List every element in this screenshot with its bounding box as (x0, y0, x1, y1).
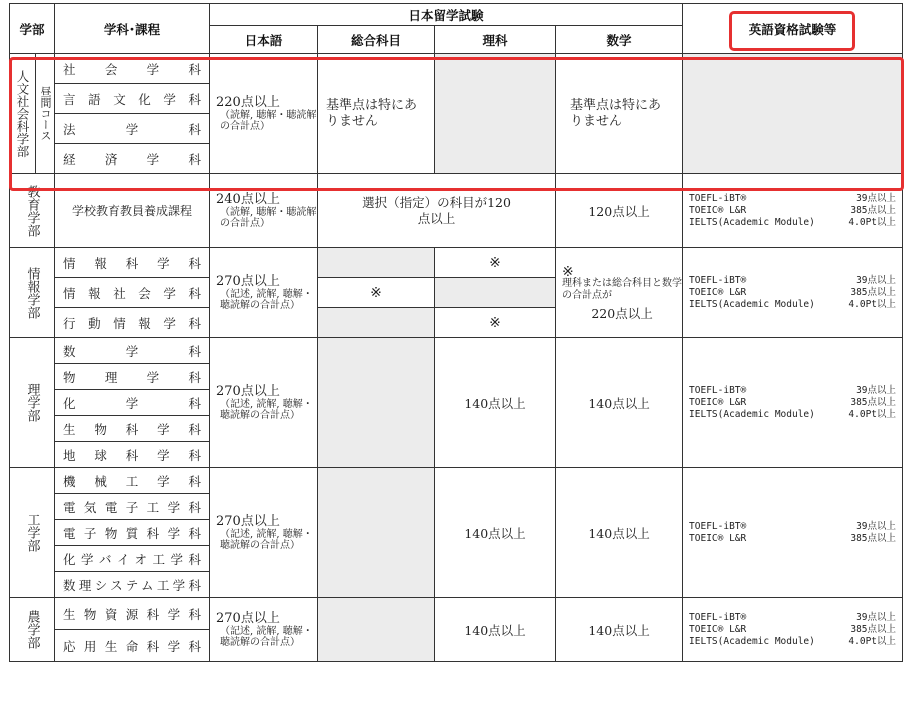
toefl-score: 39点以上 (856, 611, 897, 623)
header-english: 英語資格試験等 (683, 4, 903, 54)
ielts-score: 4.0Pt以上 (848, 408, 897, 420)
info-society-sogo-mark: ※ (318, 278, 435, 308)
engineering-english (683, 468, 903, 598)
behavior-info-rika-mark: ※ (435, 308, 556, 338)
education-jp-note: （読解, 聴解・聴読解の合計点） (220, 206, 317, 229)
toefl-score: 39点以上 (856, 274, 897, 286)
dept-electronic-materials: 電子物質科学科 (55, 520, 210, 546)
toefl-label: TOEFL-iBT® (689, 192, 747, 204)
toeic-score: 385点以上 (850, 623, 897, 635)
info-society-rika (435, 278, 556, 308)
toefl-label: TOEFL-iBT® (689, 274, 747, 286)
education-math: 120点以上 (556, 174, 683, 248)
toefl-score: 39点以上 (856, 192, 897, 204)
science-sogo (318, 338, 435, 468)
education-selected-subject: 選択（指定）の科目が120点以上 (318, 174, 556, 248)
toeic-label: TOEIC® L&R (689, 532, 747, 544)
toeic-label: TOEIC® L&R (689, 204, 747, 216)
dept-info-science: 情報科学科 (55, 248, 210, 278)
engineering-jp-note: （記述, 読解, 聴解・聴読解の合計点） (220, 528, 313, 551)
admission-criteria-table (9, 3, 903, 662)
agriculture-sogo (318, 598, 435, 662)
faculty-engineering: 工学部 (10, 468, 55, 598)
ielts-score: 4.0Pt以上 (848, 216, 897, 228)
agriculture-english (683, 598, 903, 662)
toefl-label: TOEFL-iBT® (689, 611, 747, 623)
science-jp-note: （記述, 読解, 聴解・聴読解の合計点） (220, 398, 313, 421)
toeic-score: 385点以上 (850, 396, 897, 408)
info-jp-score: 270点以上 (216, 273, 280, 289)
science-jp-score: 270点以上 (216, 383, 280, 399)
engineering-jp-criteria (210, 468, 318, 598)
info-english (683, 248, 903, 338)
toeic-score: 385点以上 (850, 286, 897, 298)
ielts-label: IELTS(Academic Module) (689, 298, 815, 310)
ielts-label: IELTS(Academic Module) (689, 408, 815, 420)
science-jp-criteria (210, 338, 318, 468)
dept-math-systems: 数理システム工学科 (55, 572, 210, 598)
dept-info-society: 情報社会学科 (55, 278, 210, 308)
info-science-sogo (318, 248, 435, 278)
humanities-rika (435, 54, 556, 174)
faculty-agriculture: 農学部 (10, 598, 55, 662)
dept-mechanical: 機械工学科 (55, 468, 210, 494)
toefl-label: TOEFL-iBT® (689, 384, 747, 396)
ielts-label: IELTS(Academic Module) (689, 216, 815, 228)
ielts-score: 4.0Pt以上 (848, 298, 897, 310)
dept-chemistry: 化 学 科 (55, 390, 210, 416)
info-math-mark: ※ (562, 263, 574, 280)
humanities-sogo: 基準点は特にありません (318, 54, 435, 174)
humanities-math: 基準点は特にありません (556, 54, 683, 174)
info-math-note: 理科または総合科目と数学の合計点が (562, 277, 683, 301)
faculty-humanities: 人文社会科学部 (10, 54, 36, 174)
education-english (683, 174, 903, 248)
humanities-jp-score: 220点以上 (216, 94, 280, 110)
header-dept: 学科･課程 (55, 4, 210, 54)
science-rika: 140点以上 (435, 338, 556, 468)
header-eju-sogo: 総合科目 (318, 26, 435, 54)
humanities-english (683, 54, 903, 174)
engineering-math: 140点以上 (556, 468, 683, 598)
toeic-label: TOEIC® L&R (689, 396, 747, 408)
toefl-score: 39点以上 (856, 520, 897, 532)
header-faculty: 学部 (10, 4, 55, 54)
dept-behavior-info: 行動情報学科 (55, 308, 210, 338)
science-math: 140点以上 (556, 338, 683, 468)
toefl-score: 39点以上 (856, 384, 897, 396)
dept-law: 法 学 科 (55, 114, 210, 144)
agriculture-jp-score: 270点以上 (216, 610, 280, 626)
dept-sociology: 社 会 学 科 (55, 54, 210, 84)
toeic-label: TOEIC® L&R (689, 286, 747, 298)
faculty-informatics: 情報学部 (10, 248, 55, 338)
agriculture-jp-note: （記述, 読解, 聴解・聴読解の合計点） (220, 625, 313, 648)
dept-language-culture: 言語文化学科 (55, 84, 210, 114)
toeic-score: 385点以上 (850, 532, 897, 544)
dept-biology: 生物科学科 (55, 416, 210, 442)
faculty-education: 教育学部 (10, 174, 55, 248)
dept-earth-science: 地球科学科 (55, 442, 210, 468)
dept-teacher-training: 学校教育教員養成課程 (55, 174, 210, 248)
info-math (556, 248, 683, 338)
info-science-rika-mark: ※ (435, 248, 556, 278)
behavior-info-sogo (318, 308, 435, 338)
header-eju-rika: 理科 (435, 26, 556, 54)
header-eju-japanese: 日本語 (210, 26, 318, 54)
dept-math: 数 学 科 (55, 338, 210, 364)
agriculture-math: 140点以上 (556, 598, 683, 662)
engineering-sogo (318, 468, 435, 598)
toefl-label: TOEFL-iBT® (689, 520, 747, 532)
dept-applied-life: 応用生命科学科 (55, 630, 210, 662)
education-jp-criteria (210, 174, 318, 248)
faculty-science: 理学部 (10, 338, 55, 468)
humanities-jp-note: （読解, 聴解・聴読解の合計点） (220, 109, 317, 132)
engineering-rika: 140点以上 (435, 468, 556, 598)
dept-bioresource: 生物資源科学科 (55, 598, 210, 630)
dept-economics: 経 済 学 科 (55, 144, 210, 174)
engineering-jp-score: 270点以上 (216, 513, 280, 529)
toeic-score: 385点以上 (850, 204, 897, 216)
education-jp-score: 240点以上 (216, 191, 280, 207)
header-eju: 日本留学試験 (210, 4, 683, 26)
agriculture-rika: 140点以上 (435, 598, 556, 662)
agriculture-jp-criteria (210, 598, 318, 662)
dept-electrical: 電気電子工学科 (55, 494, 210, 520)
info-jp-criteria (210, 248, 318, 338)
ielts-score: 4.0Pt以上 (848, 635, 897, 647)
dept-chem-bio: 化学バイオ工学科 (55, 546, 210, 572)
course-daytime: 昼間コース (36, 54, 55, 174)
toeic-label: TOEIC® L&R (689, 623, 747, 635)
humanities-jp-criteria (210, 54, 318, 174)
info-jp-note: （記述, 読解, 聴解・聴読解の合計点） (220, 288, 313, 311)
info-math-score: 220点以上 (591, 305, 653, 321)
dept-physics: 物理学科 (55, 364, 210, 390)
ielts-label: IELTS(Academic Module) (689, 635, 815, 647)
science-english (683, 338, 903, 468)
header-eju-math: 数学 (556, 26, 683, 54)
